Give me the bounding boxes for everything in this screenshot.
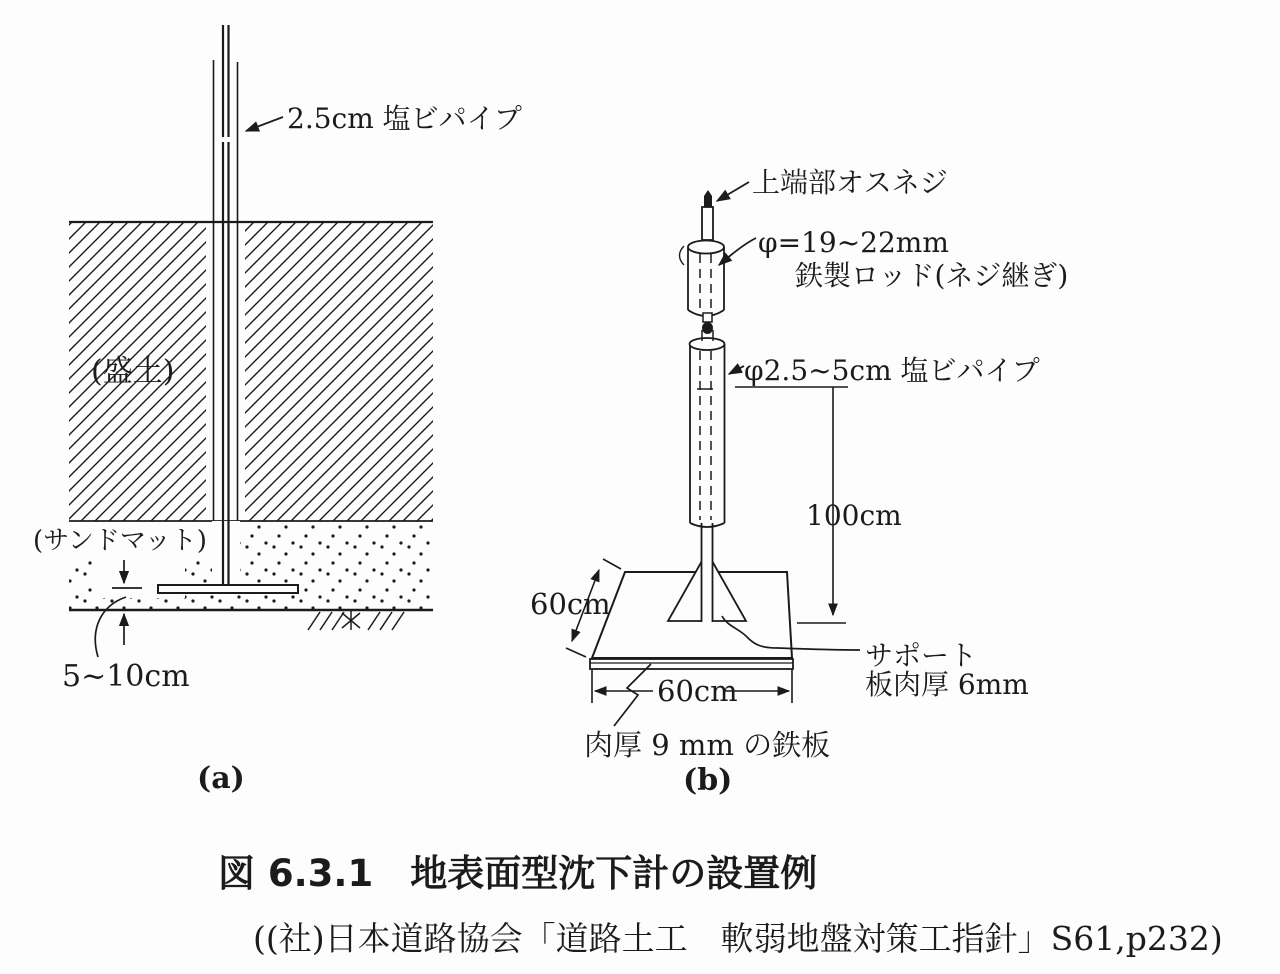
lower-rod-b [702, 523, 713, 622]
pipe-label-b-group [729, 354, 1040, 387]
settlement-plate-a [158, 585, 298, 593]
height-dim-label: 100cm [806, 499, 902, 532]
sandmat-label: (サンドマット) [33, 526, 207, 556]
pvc-pipe-b [690, 330, 725, 527]
pipe-label-a: 2.5cm 塩ビパイプ [287, 102, 522, 135]
pipe-label-b: φ2.5~5cm 塩ビパイプ [744, 354, 1040, 387]
ground-hatch-ticks [308, 611, 404, 630]
embankment-label: (盛土) [91, 354, 175, 389]
figure-source: ((社)日本道路協会「道路土工 軟弱地盤対策工指針」S61,p232) [253, 919, 1223, 958]
panel-a-letter: (a) [197, 761, 245, 796]
base-plate-label: 肉厚 9 mm の鉄板 [584, 728, 831, 762]
top-thread-label-group [717, 166, 948, 201]
depth-dim-label-a: 5~10cm [62, 659, 190, 694]
side-depth-dim-label: 60cm [530, 587, 611, 621]
panel-a [33, 25, 522, 796]
steel-rod-label-group [719, 226, 1068, 292]
steel-rod-coupling [680, 241, 725, 335]
pipe-label-a-group [246, 102, 522, 135]
figure-caption: 図 6.3.1 地表面型沈下計の設置例 [218, 852, 818, 895]
top-thread-label: 上端部オスネジ [752, 166, 948, 199]
steel-rod-label-line1: φ=19~22mm [758, 226, 949, 259]
front-width-dimension [592, 670, 792, 708]
support-label-line2: 板肉厚 6mm [865, 668, 1029, 701]
front-width-dim-label: 60cm [657, 674, 738, 708]
top-thread-tip [702, 190, 713, 240]
support-label-line1: サポート [865, 639, 978, 672]
panel-b [530, 166, 1068, 798]
panel-b-letter: (b) [683, 763, 733, 798]
steel-rod-label-line2: 鉄製ロッド(ネジ継ぎ) [795, 259, 1069, 292]
